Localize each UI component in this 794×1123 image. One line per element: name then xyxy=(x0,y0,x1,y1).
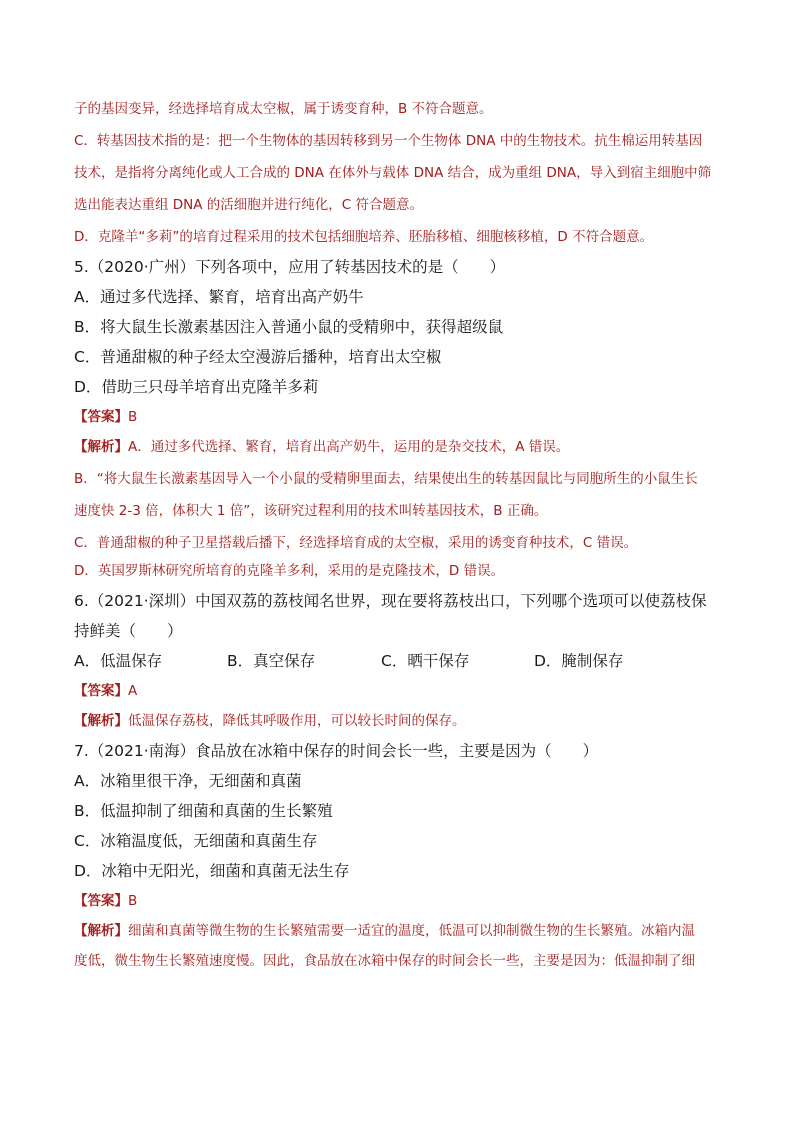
q7-analysis-label: 【解析】 xyxy=(74,923,128,939)
q7-answer-label: 【答案】 xyxy=(74,893,128,909)
q5-analysis-c: C．普通甜椒的种子卫星搭载后播下，经选择培育成的太空椒，采用的诱变育种技术，C 错误。 xyxy=(74,535,638,551)
q5-stem: 5.（2020·广州）下列各项中，应用了转基因技术的是（ ） xyxy=(74,258,506,276)
q7-analysis-text1: 细菌和真菌等微生物的生长繁殖需要一适宜的温度，低温可以抑制微生物的生长繁殖。冰箱内温 xyxy=(128,923,695,939)
q5-option-b: B．将大鼠生长激素基因注入普通小鼠的受精卵中，获得超级鼠 xyxy=(74,318,504,336)
q6-option-d: D．腌制保存 xyxy=(534,652,624,670)
q5-answer-value: B xyxy=(128,409,138,425)
q5-analysis-a-text: A．通过多代选择、繁育，培育出高产奶牛，运用的是杂交技术，A 错误。 xyxy=(128,439,570,455)
q5-analysis-d: D．英国罗斯林研究所培育的克隆羊多利，采用的是克隆技术，D 错误。 xyxy=(74,563,505,579)
q6-option-c: C．晒干保存 xyxy=(381,652,470,670)
q5-option-d: D．借助三只母羊培育出克隆羊多莉 xyxy=(74,378,319,396)
document-page xyxy=(74,98,724,969)
q6-option-a: A．低温保存 xyxy=(74,652,163,670)
q5-answer xyxy=(74,406,724,428)
q4-analysis-d-line: D．克隆羊“多莉”的培育过程采用的技术包括细胞培养、胚胎移植、细胞核移植，D 不符合题意。 xyxy=(74,229,654,245)
q5-option-a: A．通过多代选择、繁育，培育出高产奶牛 xyxy=(74,288,364,306)
q5-analysis-a xyxy=(74,436,724,458)
q5-answer-label: 【答案】 xyxy=(74,409,128,425)
q6-analysis xyxy=(74,710,724,732)
q6-stem-line2: 持鲜美（ ） xyxy=(74,622,183,640)
q7-analysis-line2: 度低，微生物生长繁殖速度慢。因此，食品放在冰箱中保存的时间会长一些，主要是因为：低温抑制了细 xyxy=(74,953,695,969)
q5-analysis-b-line2: 速度快 2-3 倍，体积大 1 倍”，该研究过程利用的技术叫转基因技术，B 正确。 xyxy=(74,503,548,519)
q6-analysis-text: 低温保存荔枝，降低其呼吸作用，可以较长时间的保存。 xyxy=(128,713,466,729)
q7-option-d: D．冰箱中无阳光，细菌和真菌无法生存 xyxy=(74,862,350,880)
q6-answer xyxy=(74,680,724,702)
q7-stem: 7.（2021·南海）食品放在冰箱中保存的时间会长一些，主要是因为（ ） xyxy=(74,742,599,760)
q6-answer-label: 【答案】 xyxy=(74,683,128,699)
q5-analysis-label: 【解析】 xyxy=(74,439,128,455)
q6-answer-value: A xyxy=(128,683,138,699)
q6-option-b: B．真空保存 xyxy=(227,652,316,670)
q6-stem-line1: 6.（2021·深圳）中国双荔的荔枝闻名世界，现在要将荔枝出口，下列哪个选项可以使荔枝保 xyxy=(74,592,707,610)
q4-analysis-c-line2: 技术，是指将分离纯化或人工合成的 DNA 在体外与载体 DNA 结合，成为重组 DNA，导入到宿主细胞中筛 xyxy=(74,165,712,181)
q7-option-c: C．冰箱温度低，无细菌和真菌生存 xyxy=(74,832,318,850)
q4-analysis-b-tail: 子的基因变异，经选择培育成太空椒，属于诱变育种，B 不符合题意。 xyxy=(74,101,493,117)
q7-option-a: A．冰箱里很干净，无细菌和真菌 xyxy=(74,772,302,790)
q7-option-b: B．低温抑制了细菌和真菌的生长繁殖 xyxy=(74,802,333,820)
q7-analysis-line1 xyxy=(74,920,724,942)
q5-option-c: C．普通甜椒的种子经太空漫游后播种，培育出太空椒 xyxy=(74,348,442,366)
q7-answer xyxy=(74,890,724,912)
q7-answer-value: B xyxy=(128,893,138,909)
q6-analysis-label: 【解析】 xyxy=(74,713,128,729)
q6-options-row xyxy=(74,650,724,672)
q5-analysis-b-line1: B．“将大鼠生长激素基因导入一个小鼠的受精卵里面去，结果使出生的转基因鼠比与同胞所生的小鼠生长 xyxy=(74,471,698,487)
q4-analysis-c-line3: 选出能表达重组 DNA 的活细胞并进行纯化，C 符合题意。 xyxy=(74,197,424,213)
q4-analysis-c-line1: C．转基因技术指的是：把一个生物体的基因转移到另一个生物体 DNA 中的生物技术。抗生棉运用转基因 xyxy=(74,133,703,149)
